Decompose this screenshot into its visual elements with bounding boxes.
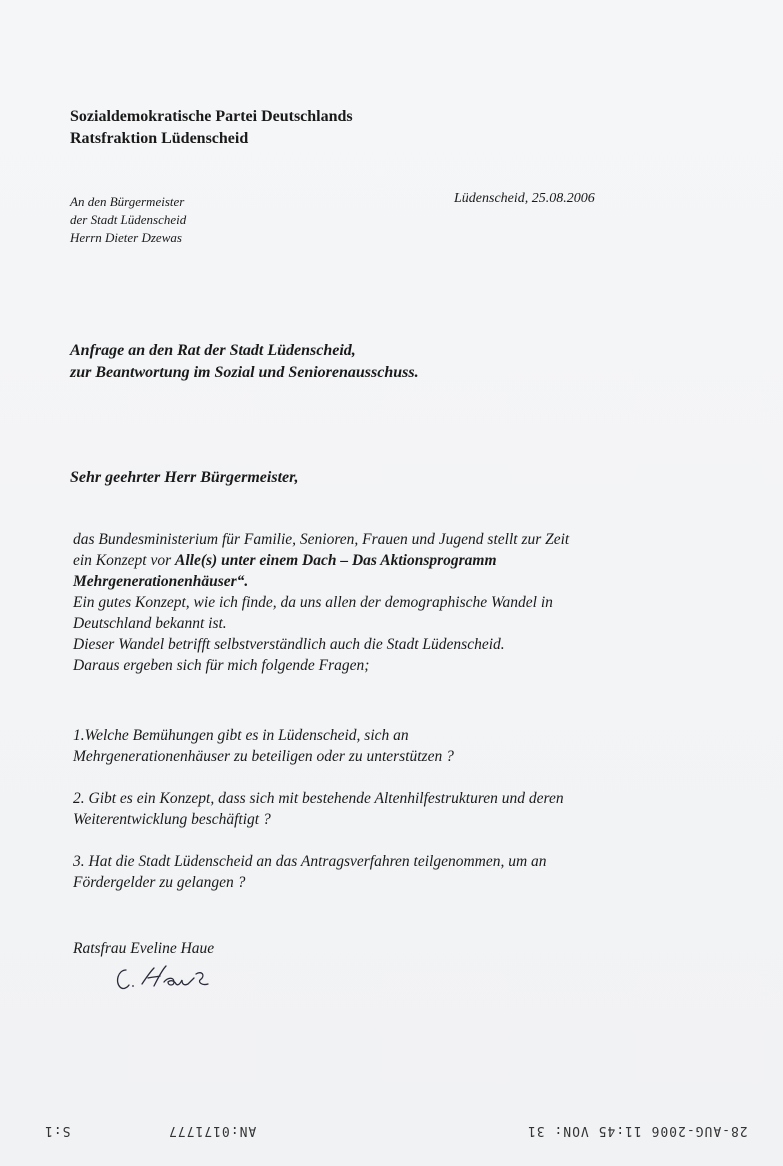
body-line bbox=[73, 571, 683, 592]
sender-block bbox=[70, 106, 353, 150]
signature-graphic bbox=[112, 960, 222, 994]
subject-line: zur Beantwortung im Sozial und Seniorenausschuss. bbox=[70, 364, 419, 381]
program-title: Alle(s) unter einem Dach – Das Aktionsprogramm bbox=[175, 552, 497, 569]
subject-line: Anfrage an den Rat der Stadt Lüdenscheid, bbox=[70, 342, 356, 359]
question-line: Mehrgenerationenhäuser zu beteiligen oder zu unterstützen ? bbox=[73, 748, 454, 765]
salutation: Sehr geehrter Herr Bürgermeister, bbox=[70, 469, 299, 486]
body-line: Ein gutes Konzept, wie ich finde, da uns allen der demographische Wandel in bbox=[73, 594, 553, 611]
recipient-line: Herrn Dieter Dzewas bbox=[70, 230, 182, 245]
question-item bbox=[73, 725, 683, 767]
handwritten-signature bbox=[112, 960, 222, 999]
question-line: Fördergelder zu gelangen ? bbox=[73, 874, 246, 891]
question-item bbox=[73, 788, 683, 830]
fax-page-number: S:1 bbox=[44, 1123, 71, 1138]
body-line: Deutschland bekannt ist. bbox=[73, 615, 227, 632]
question-line: Weiterentwicklung beschäftigt ? bbox=[73, 811, 271, 828]
body-line bbox=[73, 550, 683, 571]
fax-recipient-number: AN:0171777 bbox=[168, 1123, 257, 1138]
program-title: Mehrgenerationenhäuser“. bbox=[73, 573, 249, 590]
recipient-address bbox=[70, 193, 186, 247]
question-line: 3. Hat die Stadt Lüdenscheid an das Antragsverfahren teilgenommen, um an bbox=[73, 853, 547, 870]
sender-party: Sozialdemokratische Partei Deutschlands bbox=[70, 108, 353, 125]
letter-body bbox=[73, 529, 683, 676]
sender-faction: Ratsfraktion Lüdenscheid bbox=[70, 130, 249, 147]
body-line: Dieser Wandel betrifft selbstverständlich auch die Stadt Lüdenscheid. bbox=[73, 636, 505, 653]
subject-block bbox=[70, 340, 419, 384]
body-text-segment: ein Konzept vor bbox=[73, 552, 176, 569]
fax-timestamp: 28-AUG-2006 11:45 VON: 31 bbox=[527, 1123, 748, 1138]
question-line: 2. Gibt es ein Konzept, dass sich mit bestehende Altenhilfestrukturen und deren bbox=[73, 790, 564, 807]
question-list bbox=[73, 725, 683, 914]
question-item bbox=[73, 851, 683, 893]
body-line: Daraus ergeben sich für mich folgende Fragen; bbox=[73, 657, 370, 674]
question-line: 1.Welche Bemühungen gibt es in Lüdenscheid, sich an bbox=[73, 727, 409, 744]
signer-name: Ratsfrau Eveline Haue bbox=[73, 940, 215, 957]
letter-date: Lüdenscheid, 25.08.2006 bbox=[454, 191, 595, 206]
recipient-line: der Stadt Lüdenscheid bbox=[70, 212, 187, 227]
recipient-line: An den Bürgermeister bbox=[70, 194, 185, 209]
body-line: das Bundesministerium für Familie, Senioren, Frauen und Jugend stellt zur Zeit bbox=[73, 531, 570, 548]
